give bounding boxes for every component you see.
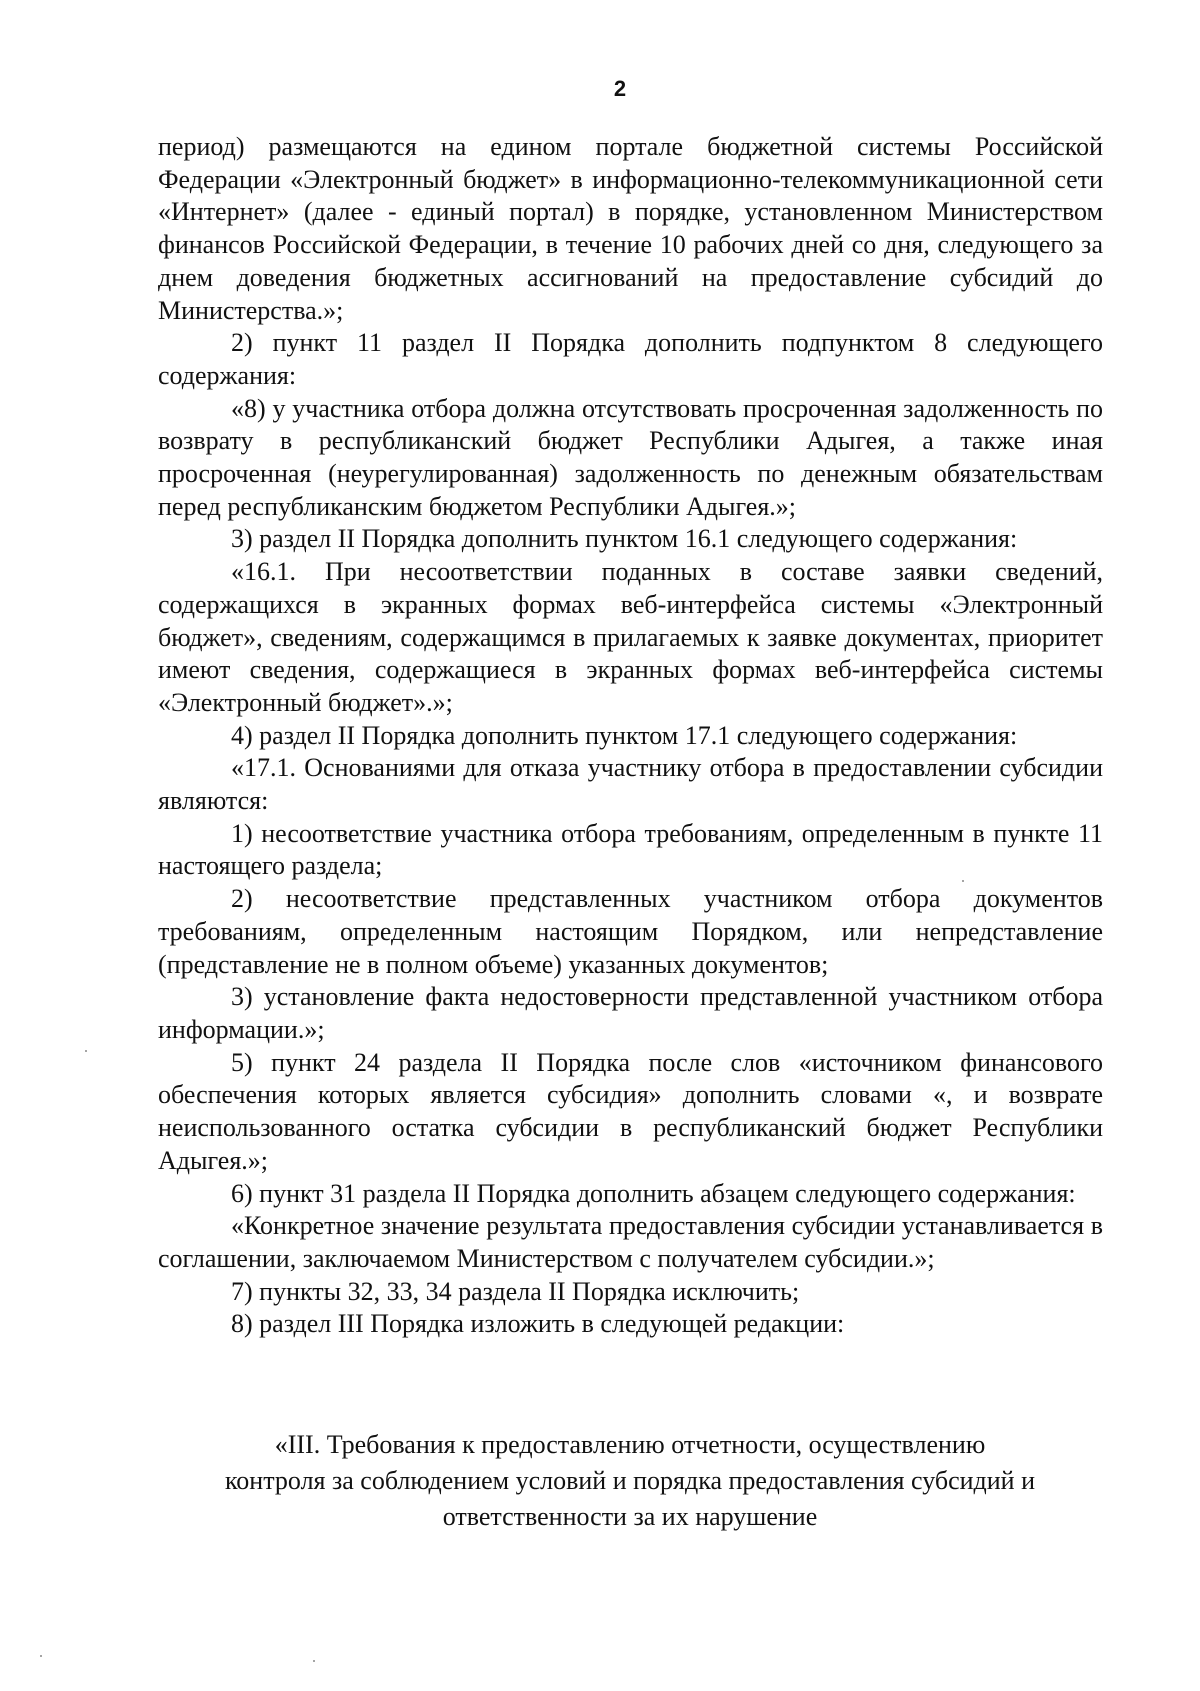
paragraph: период) размещаются на едином портале бюджетной системы Российской Федерации «Электронный бюджет» в информационно-телекоммуникационной сети «Интернет» (далее - единый портал) в порядке, установленном Министерством финансов Российской Федерации, в течение 10 рабочих дней со дня, следующего за днем доведения бюджетных ассигнований на предоставление субсидий до Министерства.»; xyxy=(158,132,1103,325)
paragraph: «Конкретное значение результата предоставления субсидии устанавливается в соглашении, заключаемом Министерством с получателем субсидии.»; xyxy=(158,1211,1103,1273)
paragraph: 3) установление факта недостоверности представленной участником отбора информации.»; xyxy=(158,982,1103,1044)
paragraph: «8) у участника отбора должна отсутствовать просроченная задолженность по возврату в республиканский бюджет Республики Адыгея, а также иная просроченная (неурегулированная) задолженность по денежным обязательствам перед республиканским бюджетом Республики Адыгея.»; xyxy=(158,393,1103,521)
paragraph: «16.1. При несоответствии поданных в составе заявки сведений, содержащихся в экранных формах веб-интерфейса системы «Электронный бюджет», сведениям, содержащимся в прилагаемых к заявке документах, приоритет имеют сведения, содержащиеся в экранных формах веб-интерфейса системы «Электронный бюджет».»; xyxy=(158,557,1103,717)
paragraph: 6) пункт 31 раздела II Порядка дополнить абзацем следующего содержания: xyxy=(231,1178,1076,1208)
scan-speck xyxy=(313,1660,315,1662)
paragraph: 3) раздел II Порядка дополнить пунктом 16.1 следующего содержания: xyxy=(231,524,1018,554)
paragraph: 1) несоответствие участника отбора требованиям, определенным в пункте 11 настоящего раздела; xyxy=(158,818,1103,881)
section-heading xyxy=(170,1427,1090,1535)
scan-speck xyxy=(40,1655,42,1657)
section-heading-line: «III. Требования к предоставлению отчетности, осуществлению xyxy=(274,1430,986,1459)
paragraph: «17.1. Основаниями для отказа участнику отбора в предоставлении субсидии являются: xyxy=(158,753,1103,816)
page-number: 2 xyxy=(613,76,627,101)
scan-speck xyxy=(85,1050,87,1052)
paragraph: 4) раздел II Порядка дополнить пунктом 17.1 следующего содержания: xyxy=(231,720,1018,750)
scan-speck xyxy=(962,880,964,882)
paragraph: 2) пункт 11 раздел II Порядка дополнить подпунктом 8 следующего содержания: xyxy=(158,328,1103,390)
paragraph: 8) раздел III Порядка изложить в следующей редакции: xyxy=(231,1309,845,1339)
paragraph: 5) пункт 24 раздела II Порядка после слов «источником финансового обеспечения которых является субсидия» дополнить словами «, и возврате неиспользованного остатка субсидии в республиканский бюджет Республики Адыгея.»; xyxy=(158,1047,1103,1175)
document-body xyxy=(158,131,1103,1341)
section-heading-line: контроля за соблюдением условий и порядка предоставления субсидий и xyxy=(225,1466,1035,1495)
paragraph: 7) пункты 32, 33, 34 раздела II Порядка исключить; xyxy=(231,1276,800,1306)
paragraph: 2) несоответствие представленных участником отбора документов требованиям, определенным настоящим Порядком, или непредставление (представление не в полном объеме) указанных документов; xyxy=(158,884,1103,979)
section-heading-line: ответственности за их нарушение xyxy=(442,1502,818,1531)
